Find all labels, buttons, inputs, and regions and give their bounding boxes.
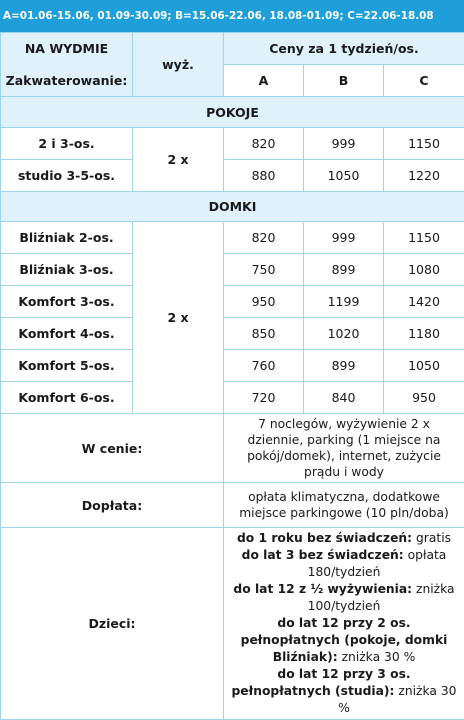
children-item: do lat 12 z ½ wyżywienia: zniżka 100/tydzień: [230, 581, 458, 615]
price-table: [0, 32, 464, 720]
table-row: [1, 254, 464, 286]
included-label: W cenie:: [1, 414, 224, 483]
table-row: [1, 128, 464, 160]
children-item: do 1 roku bez świadczeń: gratis: [230, 530, 458, 547]
price-a: 880: [224, 160, 304, 192]
children-text: [224, 528, 464, 720]
table-row: [1, 350, 464, 382]
row-name: Komfort 6-os.: [1, 382, 133, 414]
price-b: 999: [304, 222, 384, 254]
price-a: 720: [224, 382, 304, 414]
section-rooms: POKOJE: [1, 97, 464, 128]
price-c: 1150: [384, 128, 464, 160]
row-name: Bliźniak 3-os.: [1, 254, 133, 286]
row-name: studio 3-5-os.: [1, 160, 133, 192]
table-row: [1, 382, 464, 414]
children-label: Dzieci:: [1, 528, 224, 720]
row-name: Komfort 4-os.: [1, 318, 133, 350]
price-c: 1050: [384, 350, 464, 382]
table-row: [1, 318, 464, 350]
header-prices-caption: Ceny za 1 tydzień/os.: [224, 33, 464, 65]
row-name: Bliźniak 2-os.: [1, 222, 133, 254]
children-item: do lat 12 przy 2 os. pełnopłatnych (pokoje, domki Bliźniak): zniżka 30 %: [230, 615, 458, 666]
price-c: 1420: [384, 286, 464, 318]
price-a: 950: [224, 286, 304, 318]
price-b: 1199: [304, 286, 384, 318]
header-col-a: A: [224, 65, 304, 97]
header-meals: wyż.: [133, 33, 224, 97]
price-c: 1080: [384, 254, 464, 286]
surcharge-label: Dopłata:: [1, 483, 224, 528]
price-c: 950: [384, 382, 464, 414]
children-item: do lat 3 bez świadczeń: opłata 180/tydzień: [230, 547, 458, 581]
header-accommodation: Zakwaterowanie:: [1, 65, 133, 97]
price-c: 1180: [384, 318, 464, 350]
price-c: 1150: [384, 222, 464, 254]
price-a: 850: [224, 318, 304, 350]
price-c: 1220: [384, 160, 464, 192]
table-row: [1, 222, 464, 254]
price-b: 899: [304, 350, 384, 382]
children-item: do lat 12 przy 3 os. pełnopłatnych (studia): zniżka 30 %: [230, 666, 458, 717]
rooms-meals: 2 x: [133, 128, 224, 192]
header-title: NA WYDMIE: [1, 33, 133, 65]
header-col-b: B: [304, 65, 384, 97]
surcharge-text: opłata klimatyczna, dodatkowe miejsce parkingowe (10 pln/doba): [224, 483, 464, 528]
included-text: 7 noclegów, wyżywienie 2 x dziennie, parking (1 miejsce na pokój/domek), internet, zużycie prądu i wody: [224, 414, 464, 483]
price-b: 899: [304, 254, 384, 286]
price-b: 1020: [304, 318, 384, 350]
row-name: Komfort 3-os.: [1, 286, 133, 318]
table-row: [1, 286, 464, 318]
price-a: 820: [224, 222, 304, 254]
season-legend: A=01.06-15.06, 01.09-30.09; B=15.06-22.06, 18.08-01.09; C=22.06-18.08: [0, 0, 464, 32]
table-row: [1, 160, 464, 192]
row-name: 2 i 3-os.: [1, 128, 133, 160]
row-name: Komfort 5-os.: [1, 350, 133, 382]
price-a: 750: [224, 254, 304, 286]
price-b: 999: [304, 128, 384, 160]
price-a: 820: [224, 128, 304, 160]
price-a: 760: [224, 350, 304, 382]
price-b: 840: [304, 382, 384, 414]
section-houses: DOMKI: [1, 192, 464, 222]
houses-meals: 2 x: [133, 222, 224, 414]
header-col-c: C: [384, 65, 464, 97]
price-b: 1050: [304, 160, 384, 192]
